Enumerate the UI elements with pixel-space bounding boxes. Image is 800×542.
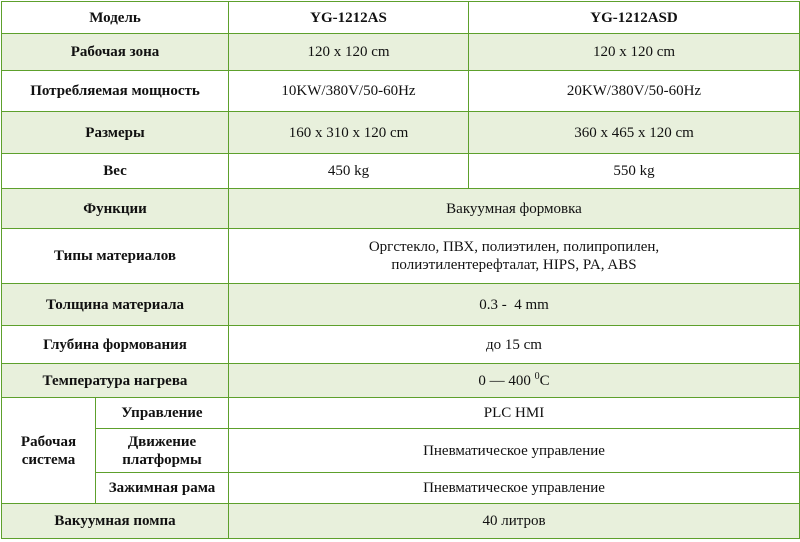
spec-table — [1, 1, 800, 539]
work-area-col2: 120 x 120 cm — [469, 34, 800, 71]
depth-label: Глубина формования — [2, 326, 229, 364]
temperature-degree: 0 — [534, 370, 540, 382]
power-label: Потребляемая мощность — [2, 71, 229, 112]
model-col2: YG-1212ASD — [469, 2, 800, 34]
platform-label — [96, 429, 229, 473]
clamp-label: Зажимная рама — [96, 473, 229, 504]
control-value: PLC HMI — [229, 398, 800, 429]
work-area-col1: 120 x 120 cm — [229, 34, 469, 71]
weight-row — [2, 154, 800, 189]
platform-line-1: Движение — [127, 433, 197, 450]
functions-value: Вакуумная формовка — [229, 189, 800, 229]
header-row — [2, 2, 800, 34]
dimensions-col1: 160 x 310 x 120 cm — [229, 112, 469, 154]
work-system-line-2: система — [21, 451, 76, 468]
platform-line-2: платформы — [122, 451, 202, 468]
weight-label: Вес — [2, 154, 229, 189]
vacuum-pump-row — [2, 504, 800, 539]
functions-label: Функции — [2, 189, 229, 229]
power-row — [2, 71, 800, 112]
work-area-row — [2, 34, 800, 71]
materials-line-2: полиэтилентерефталат, HIPS, PA, ABS — [391, 257, 637, 273]
materials-row — [2, 229, 800, 284]
dimensions-col2: 360 x 465 x 120 cm — [469, 112, 800, 154]
weight-col2: 550 kg — [469, 154, 800, 189]
thickness-label: Толщина материала — [2, 284, 229, 326]
temperature-label: Температура нагрева — [2, 364, 229, 398]
materials-value — [229, 229, 800, 284]
control-row — [2, 398, 800, 429]
vacuum-pump-value: 40 литров — [229, 504, 800, 539]
weight-col1: 450 kg — [229, 154, 469, 189]
materials-line-1: Оргстекло, ПВХ, полиэтилен, полипропилен, — [368, 239, 660, 255]
temperature-unit: C — [539, 372, 550, 389]
depth-row — [2, 326, 800, 364]
control-label: Управление — [96, 398, 229, 429]
vacuum-pump-label: Вакуумная помпа — [2, 504, 229, 539]
work-area-label: Рабочая зона — [2, 34, 229, 71]
depth-value: до 15 cm — [229, 326, 800, 364]
temperature-prefix: 0 — 400 — [478, 372, 535, 389]
temperature-row — [2, 364, 800, 398]
model-col1: YG-1212AS — [229, 2, 469, 34]
clamp-row — [2, 473, 800, 504]
materials-label: Типы материалов — [2, 229, 229, 284]
work-system-line-1: Рабочая — [20, 433, 77, 450]
thickness-value: 0.3 - 4 mm — [229, 284, 800, 326]
platform-row — [2, 429, 800, 473]
work-system-label — [2, 398, 96, 504]
dimensions-label: Размеры — [2, 112, 229, 154]
functions-row — [2, 189, 800, 229]
dimensions-row — [2, 112, 800, 154]
model-label: Модель — [2, 2, 229, 34]
clamp-value: Пневматическое управление — [229, 473, 800, 504]
power-col2: 20KW/380V/50-60Hz — [469, 71, 800, 112]
thickness-row — [2, 284, 800, 326]
temperature-value — [229, 364, 800, 398]
power-col1: 10KW/380V/50-60Hz — [229, 71, 469, 112]
platform-value: Пневматическое управление — [229, 429, 800, 473]
